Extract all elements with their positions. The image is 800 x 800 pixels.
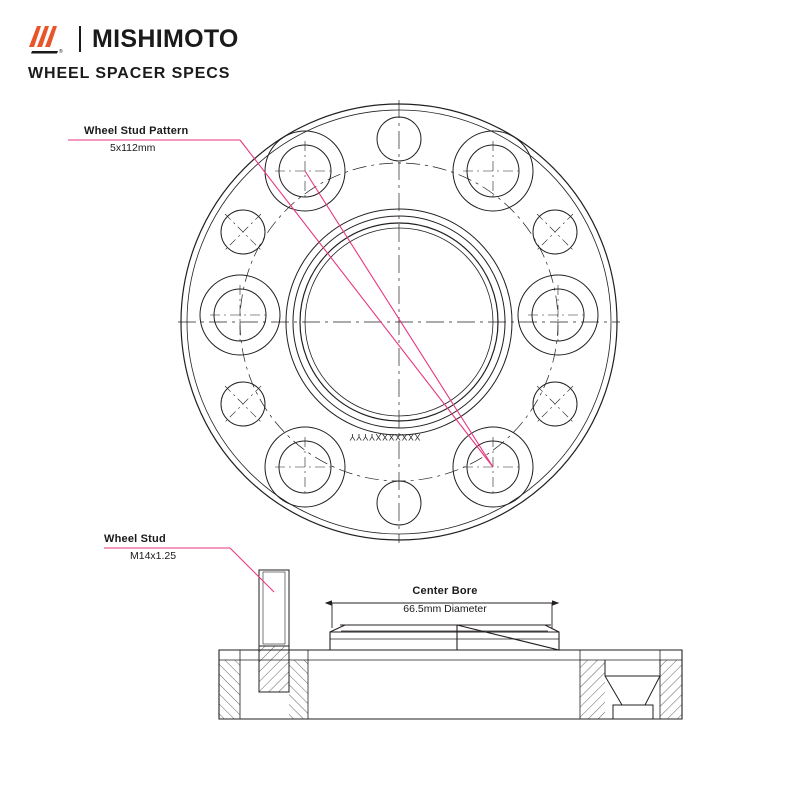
part-etching-text: XXXXXXXYYYY xyxy=(349,432,421,442)
callout-title: Center Bore xyxy=(412,585,478,597)
wheel-stud-part xyxy=(259,570,289,692)
callout-center-bore xyxy=(325,585,565,615)
counterbore-pocket xyxy=(605,660,660,719)
stud-pattern-leader-line xyxy=(68,140,493,467)
callout-value: M14x1.25 xyxy=(130,550,177,562)
callout-wheel-stud-pattern xyxy=(84,125,188,154)
centerlines xyxy=(178,100,620,543)
top-view-spacer-face xyxy=(178,100,620,543)
callout-wheel-stud xyxy=(104,533,176,562)
callout-value: 5x112mm xyxy=(110,142,156,154)
page-title: WHEEL SPACER SPECS xyxy=(28,65,231,82)
svg-text:®: ® xyxy=(59,49,63,54)
callout-title: Wheel Stud Pattern xyxy=(84,125,189,137)
callout-value: 66.5mm Diameter xyxy=(403,603,487,615)
brand-name: MISHIMOTO xyxy=(92,24,239,53)
callout-title: Wheel Stud xyxy=(104,533,166,545)
section-view-spacer xyxy=(104,548,682,719)
